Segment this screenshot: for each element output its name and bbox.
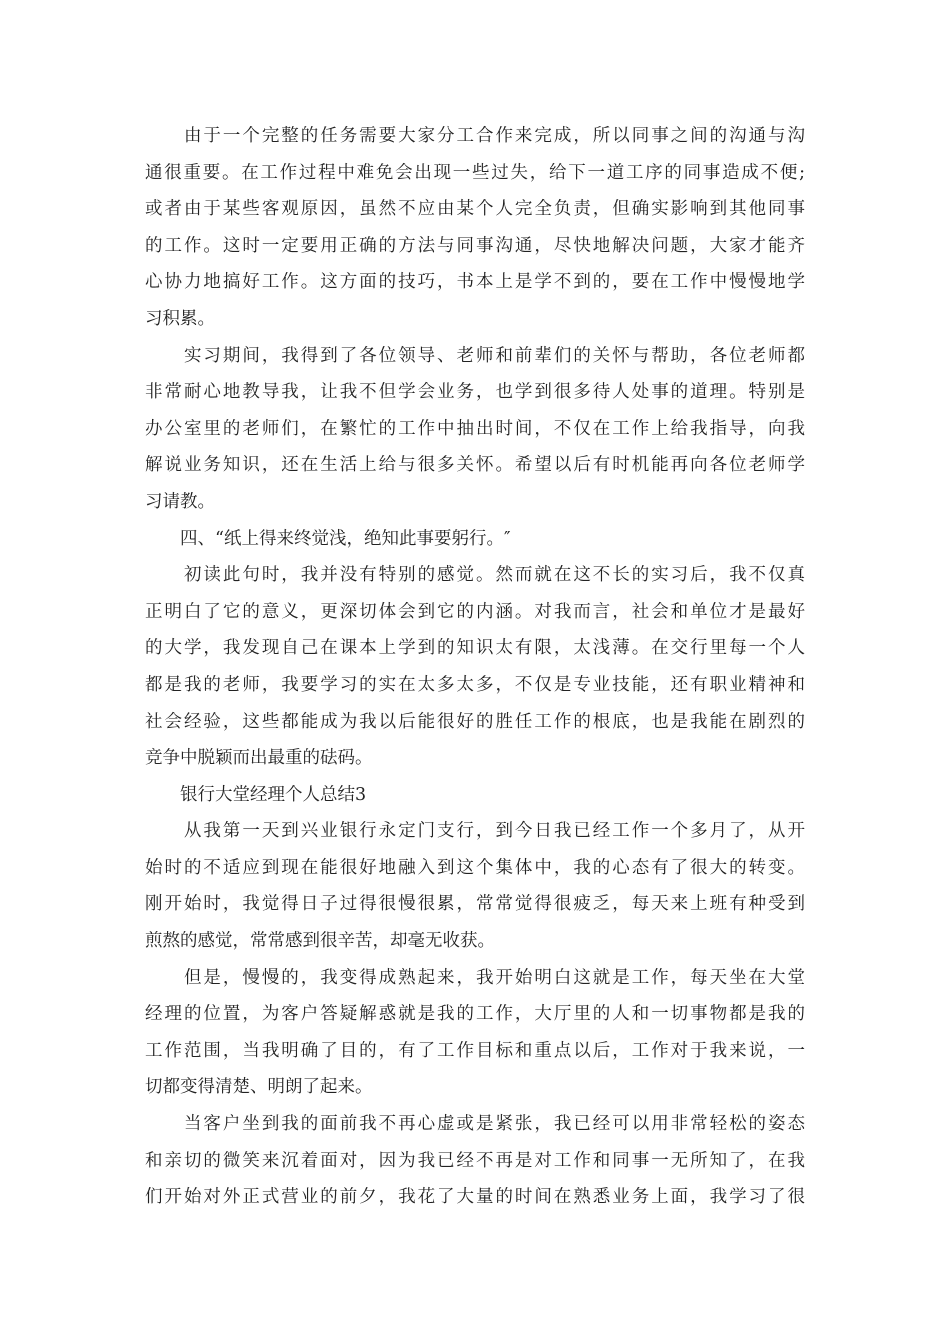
text-line: 都是我的老师，我要学习的实在太多太多，不仅是专业技能，还有职业精神和 [145,674,805,695]
text-line: 和亲切的微笑来沉着面对，因为我已经不再是对工作和同事一无所知了，在我 [145,1150,805,1171]
text-line: 刚开始时，我觉得日子过得很慢很累，常常觉得很疲乏，每天来上班有种受到 [145,894,805,915]
document-body [145,118,805,1216]
text-line: 正明白了它的意义，更深切体会到它的内涵。对我而言，社会和单位才是最好 [145,601,805,622]
text-line: 始时的不适应到现在能很好地融入到这个集体中，我的心态有了很大的转变。 [145,857,805,878]
text-line: 习积累。 [145,308,215,329]
text-line: 经理的位置，为客户答疑解惑就是我的工作，大厅里的人和一切事物都是我的 [145,1004,805,1025]
text-line: 办公室里的老师们，在繁忙的工作中抽出时间，不仅在工作上给我指导，向我 [145,418,805,439]
text-line: 切都变得清楚、明朗了起来。 [145,1077,373,1098]
text-line: 初读此句时，我并没有特别的感觉。然而就在这不长的实习后，我不仅真 [145,565,805,586]
text-line: 非常耐心地教导我，让我不但学会业务，也学到很多待人处事的道理。特别是 [145,382,805,403]
text-line: 们开始对外正式营业的前夕，我花了大量的时间在熟悉业务上面，我学习了很 [145,1187,805,1208]
text-line: 四、“纸上得来终觉浅，绝知此事要躬行。″ [145,528,511,549]
text-line: 从我第一天到兴业银行永定门支行，到今日我已经工作一个多月了，从开 [145,821,805,842]
text-line: 当客户坐到我的面前我不再心虚或是紧张，我已经可以用非常轻松的姿态 [145,1114,805,1135]
text-line: 银行大堂经理个人总结3 [145,784,367,805]
text-line: 由于一个完整的任务需要大家分工合作来完成，所以同事之间的沟通与沟 [145,126,805,146]
text-line: 或者由于某些客观原因，虽然不应由某个人完全负责，但确实影响到其他同事 [145,199,805,220]
text-line: 通很重要。在工作过程中难免会出现一些过失，给下一道工序的同事造成不便; [145,162,805,183]
text-line: 心协力地搞好工作。这方面的技巧，书本上是学不到的，要在工作中慢慢地学 [145,272,805,293]
text-line: 习请教。 [145,491,215,512]
text-line: 实习期间，我得到了各位领导、老师和前辈们的关怀与帮助，各位老师都 [145,345,805,366]
text-line: 社会经验，这些都能成为我以后能很好的胜任工作的根底，也是我能在剧烈的 [145,711,805,732]
text-line: 解说业务知识，还在生活上给与很多关怀。希望以后有时机能再向各位老师学 [145,455,805,476]
text-line: 的工作。这时一定要用正确的方法与同事沟通，尽快地解决问题，大家才能齐 [145,235,805,256]
text-line: 但是，慢慢的，我变得成熟起来，我开始明白这就是工作，每天坐在大堂 [145,967,805,988]
text-line: 竞争中脱颖而出最重的砝码。 [145,748,373,769]
text-line: 工作范围，当我明确了目的，有了工作目标和重点以后，工作对于我来说，一 [145,1040,805,1061]
text-line: 的大学，我发现自己在课本上学到的知识太有限，太浅薄。在交行里每一个人 [145,638,805,659]
text-line: 煎熬的感觉，常常感到很辛苦，却毫无收获。 [145,931,495,952]
